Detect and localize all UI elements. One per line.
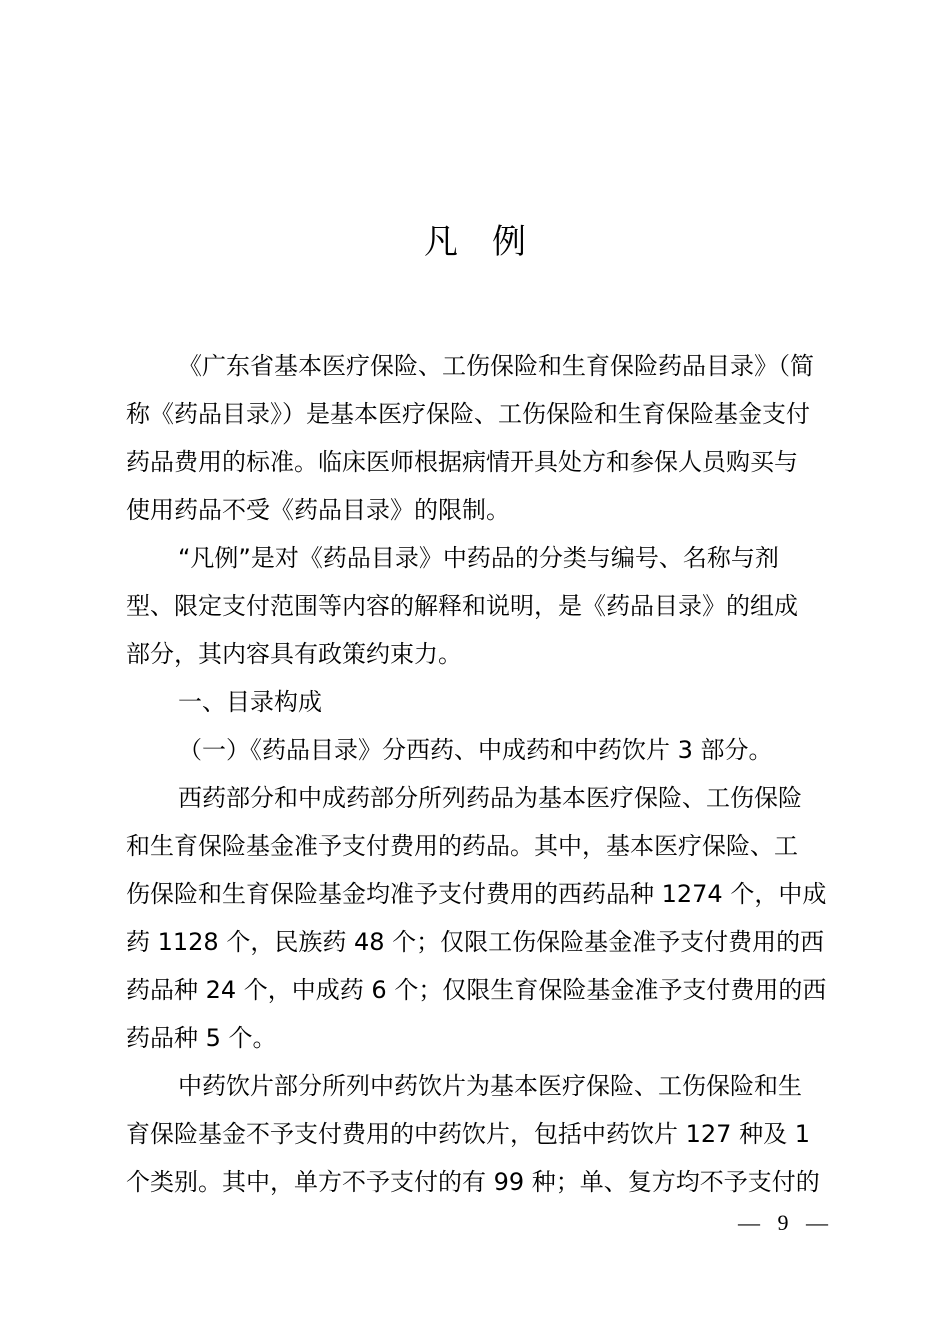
paragraph-fanli-definition	[126, 534, 832, 678]
subsection-heading	[126, 726, 832, 774]
paragraph-intro	[126, 342, 832, 534]
text-line: 西药部分和中成药部分所列药品为基本医疗保险、工伤保险	[178, 784, 802, 812]
text-line: 药品费用的标准。临床医师根据病情开具处方和参保人员购买与	[126, 448, 798, 476]
page-title: 凡例	[424, 222, 560, 262]
text-line: 《广东省基本医疗保险、工伤保险和生育保险药品目录》（简	[178, 352, 814, 380]
paragraph-herbal-pieces	[126, 1062, 832, 1206]
text-line: 和生育保险基金准予支付费用的药品。其中，基本医疗保险、工	[126, 832, 798, 860]
text-line: 部分，其内容具有政策约束力。	[126, 640, 462, 668]
text-line: 使用药品不受《药品目录》的限制。	[126, 496, 510, 524]
text-line: 个类别。其中，单方不予支付的有 99 种；单、复方均不予支付的	[126, 1168, 820, 1196]
text-line: 型、限定支付范围等内容的解释和说明，是《药品目录》的组成	[126, 592, 798, 620]
text-line: 中药饮片部分所列中药饮片为基本医疗保险、工伤保险和生	[178, 1072, 802, 1100]
text-line: （一）《药品目录》分西药、中成药和中药饮片 3 部分。	[178, 736, 773, 764]
text-line: 药 1128 个，民族药 48 个；仅限工伤保险基金准予支付费用的西	[126, 928, 825, 956]
page-number: — 9 —	[738, 1210, 834, 1235]
text-line: 药品种 24 个，中成药 6 个；仅限生育保险基金准予支付费用的西	[126, 976, 827, 1004]
text-line: 一、目录构成	[178, 688, 322, 716]
section-heading	[126, 678, 832, 726]
text-line: 育保险基金不予支付费用的中药饮片，包括中药饮片 127 种及 1	[126, 1120, 810, 1148]
paragraph-western-medicine	[126, 774, 832, 1062]
text-line: 药品种 5 个。	[126, 1024, 277, 1052]
document-body	[126, 342, 832, 1206]
text-line: 称《药品目录》）是基本医疗保险、工伤保险和生育保险基金支付	[126, 400, 810, 428]
text-line: “凡例”是对《药品目录》中药品的分类与编号、名称与剂	[178, 544, 779, 572]
text-line: 伤保险和生育保险基金均准予支付费用的西药品种 1274 个，中成	[126, 880, 827, 908]
